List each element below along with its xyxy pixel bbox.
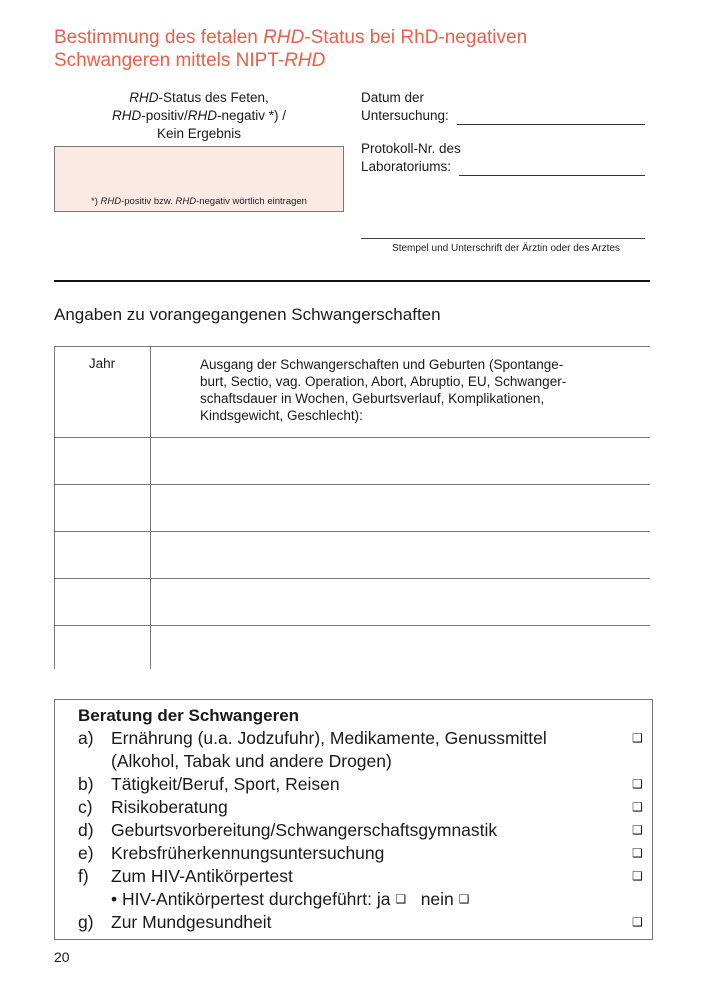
exam-date-field — [361, 89, 651, 125]
lab-protocol-label-line-2: Laboratoriums: — [361, 159, 452, 174]
table-row[interactable] — [54, 532, 650, 579]
item-letter: e) — [78, 843, 94, 863]
item-text: Zum HIV-Antikörpertest — [111, 866, 293, 886]
item-text: Ernährung (u.a. Jodzufuhr), Medikamente, Genussmittel — [111, 728, 547, 748]
item-text: Zur Mundgesundheit — [111, 912, 272, 932]
table-header — [54, 346, 650, 438]
exam-date-label-line-2: Untersuchung: — [361, 108, 449, 123]
page-title-line-1: Bestimmung des fetalen RHD-Status bei RhD-negativen — [54, 27, 528, 48]
rhd-status-field[interactable] — [54, 146, 344, 212]
item-text: Krebsfrüherkennungsuntersuchung — [111, 843, 385, 863]
item-letter: d) — [78, 820, 94, 840]
rhd-status-label — [54, 89, 344, 143]
hiv-no-label: nein — [420, 889, 454, 909]
hiv-yes-checkbox-icon[interactable]: ❑ — [395, 892, 407, 906]
checkbox-icon[interactable]: ❑ — [632, 777, 643, 791]
checkbox-icon[interactable]: ❑ — [632, 869, 643, 883]
lab-protocol-field — [361, 140, 651, 176]
lab-protocol-label-line-1: Protokoll-Nr. des — [361, 141, 461, 156]
signature-line[interactable] — [361, 238, 645, 239]
previous-pregnancies-title: Angaben zu vorangegangenen Schwangerschaften — [54, 305, 441, 324]
rhd-status-footnote: *) RHD-positiv bzw. RHD-negativ wörtlich eintragen — [91, 196, 307, 207]
rhd-status-label-line-2: RHD-positiv/RHD-negativ *) / — [111, 108, 287, 123]
table-column-divider — [150, 346, 151, 669]
item-text: Geburtsvorbereitung/Schwangerschaftsgymnastik — [111, 820, 498, 840]
rhd-status-label-line-3: Kein Ergebnis — [156, 126, 242, 141]
table-row[interactable] — [54, 485, 650, 532]
item-letter: a) — [78, 728, 94, 748]
rhd-status-label-line-1: RHD-Status des Feten, — [129, 90, 269, 105]
checkbox-icon[interactable]: ❑ — [632, 915, 643, 929]
item-text: Risikoberatung — [111, 797, 228, 817]
table-row[interactable] — [54, 579, 650, 626]
item-text: Tätigkeit/Beruf, Sport, Reisen — [111, 774, 340, 794]
column-header-outcome-line: schaftsdauer in Wochen, Geburtsverlauf, Komplikationen, — [200, 391, 545, 406]
hiv-test-label: • HIV-Antikörpertest durchgeführt: ja — [111, 889, 391, 909]
checkbox-icon[interactable]: ❑ — [632, 846, 643, 860]
checkbox-icon[interactable]: ❑ — [632, 823, 643, 837]
exam-date-label-line-1: Datum der — [361, 90, 425, 105]
counseling-box — [54, 699, 653, 940]
page-title-line-2: Schwangeren mittels NIPT-RHD — [54, 50, 326, 71]
lab-protocol-input-line[interactable] — [459, 162, 645, 176]
hiv-no-checkbox-icon[interactable]: ❑ — [458, 892, 470, 906]
item-letter: c) — [78, 797, 93, 817]
item-letter: b) — [78, 774, 94, 794]
checkbox-icon[interactable]: ❑ — [632, 800, 643, 814]
hiv-test-performed — [111, 889, 469, 910]
item-text: (Alkohol, Tabak und andere Drogen) — [111, 751, 392, 771]
column-header-outcome-line: Ausgang der Schwangerschaften und Geburten (Spontange- — [200, 357, 564, 372]
signature-label: Stempel und Unterschrift der Ärztin oder des Arztes — [392, 243, 620, 254]
checkbox-icon[interactable]: ❑ — [632, 731, 643, 745]
column-header-outcome-line: burt, Sectio, vag. Operation, Abort, Abruptio, EU, Schwanger- — [200, 374, 567, 389]
page-title — [54, 26, 654, 72]
table-row[interactable] — [54, 626, 650, 672]
page-number: 20 — [54, 949, 70, 965]
item-letter: g) — [78, 912, 94, 932]
column-header-outcome-line: Kindsgewicht, Geschlecht): — [200, 408, 363, 423]
counseling-title: Beratung der Schwangeren — [78, 706, 300, 725]
column-header-outcome — [200, 356, 640, 424]
table-left-border — [54, 346, 55, 669]
table-row[interactable] — [54, 438, 650, 485]
column-header-year: Jahr — [88, 356, 116, 371]
exam-date-input-line[interactable] — [457, 111, 645, 125]
previous-pregnancies-table — [54, 346, 650, 672]
item-letter: f) — [78, 866, 89, 886]
section-divider — [54, 280, 650, 282]
